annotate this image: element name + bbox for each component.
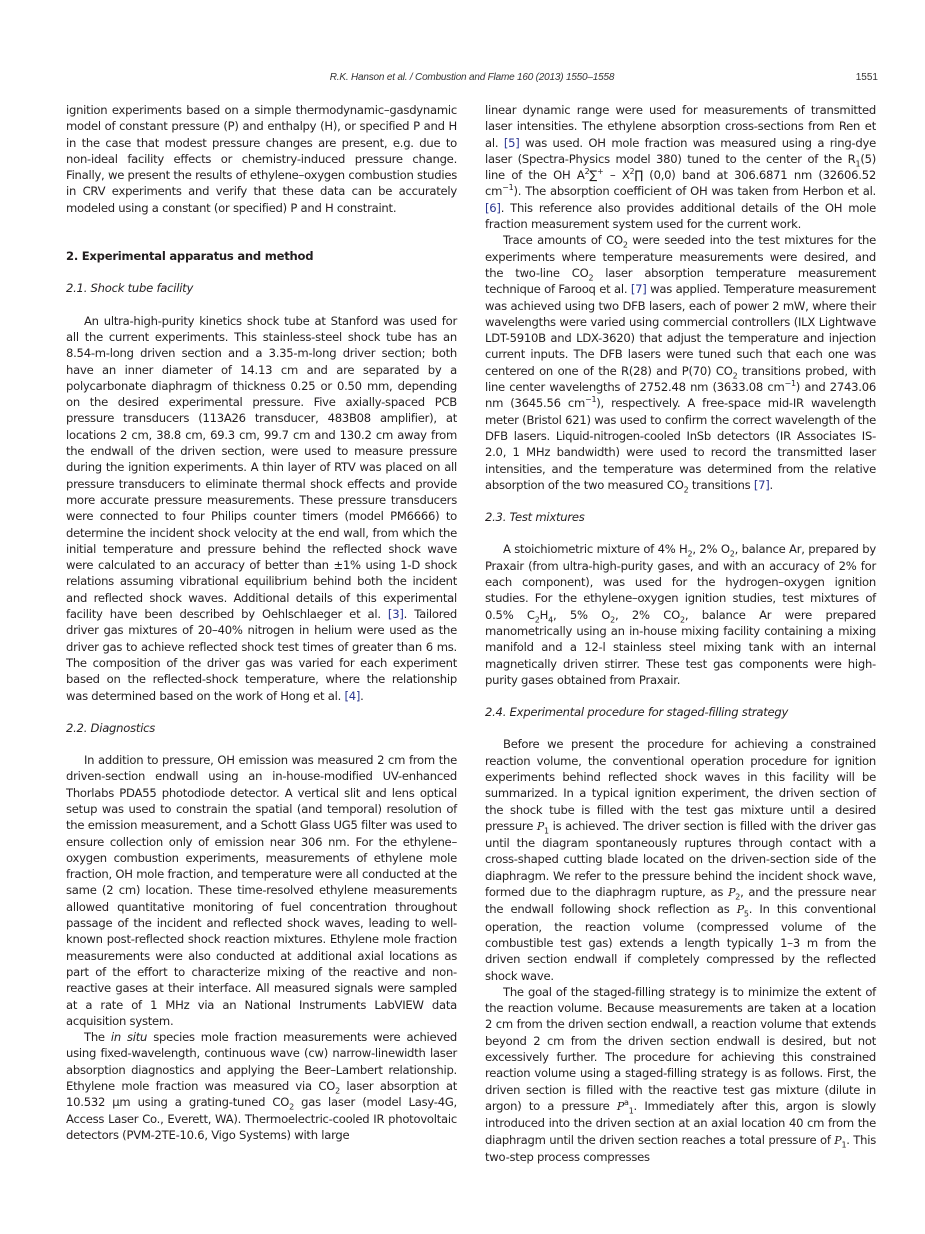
subscript: 4 [548, 614, 553, 624]
text-run: A stoichiometric mixture of 4% H [503, 542, 688, 557]
superscript: −1 [584, 395, 597, 405]
superscript: 2 [629, 167, 635, 177]
text-run: The goal of the staged-filling strategy is to minimize the extent of the reaction volume. Because measurements are taken at a location 2 cm from the driven section endwall, a reaction volume that extends beyond 2 cm from the driven section endwall is desired, but not excessively further. The procedure for achieving this constrained reaction volume using a staged-filling strategy is as follows. First, the driven section is filled with the reactive test gas mixture (dilute in argon) to a pressure [485, 984, 876, 1113]
running-header [66, 72, 878, 86]
symbol-p: P [536, 819, 544, 833]
text-run: H [539, 607, 549, 622]
text-run: The [84, 1030, 111, 1045]
subscript: 2 [735, 892, 741, 902]
subscript: 2 [610, 614, 615, 624]
text-run: ∏ (0,0) band at 306.6871 nm (32606.52 cm [485, 168, 876, 199]
temperature-paragraph [485, 232, 876, 493]
superscript: −1 [784, 379, 796, 389]
text-run: were seeded into the test mixtures for the experiments where temperature measurements were desired, and the two-line CO [485, 233, 876, 280]
text-run: laser absorption temperature measurement technique of Farooq et al. [485, 265, 877, 297]
text-run: , and the pressure near the endwall following shock reflection as [485, 885, 876, 917]
text-run: was applied. Temperature measurement was achieved using two DFB lasers, each of power 2 mW, where their wavelengths were varied using commercial controllers (ILX Lightwave LDT-5910B and LDX-3620) that adjust the temperature and injection current inputs. The DFB lasers were tuned such that each one was centered on one of the R(28) and P(70) CO [485, 282, 876, 378]
text-run: ) and 2743.06 nm (3645.56 cm [485, 380, 876, 411]
citation-link-7[interactable]: [7] [630, 282, 647, 297]
text-run: ). The absorption coefficient of OH was taken from Herbon et al. [513, 184, 876, 199]
text-run: ), respectively. A free-space mid-IR wavelength meter (Bristol 621) was used to confirm the correct wavelength of the DFB lasers. Liquid-nitrogen-cooled InSb detectors (IR Associates IS-2.0, 1 MHz bandwidth) were used to record the transmitted laser intensities, and the temperature was determined from the relative absorption of the two measured CO [485, 396, 876, 492]
text-run: , 2% O [692, 542, 730, 557]
shock-tube-paragraph [66, 313, 457, 704]
procedure-paragraph-2 [485, 984, 876, 1165]
subsection-2-1-heading: 2.1. Shock tube facility [66, 281, 194, 296]
text-run: (5) line of the OH A [485, 151, 876, 183]
text-run: , 2% CO [614, 607, 680, 622]
text-run: Trace amounts of CO [503, 233, 623, 248]
text-run: . [360, 688, 364, 703]
citation-link-6[interactable]: [6] [485, 200, 501, 215]
diagnostics-paragraph-1: In addition to pressure, OH emission was measured 2 cm from the driven-section endwall using an in-house-modified UV-enhanced Thorlabs PDA55 photodiode detector. A vertical slit and lens optical setup was used to constrain the spatial (and temporal) resolution of the emission measurement, and a Schott Glass UG5 filter was used to ensure collection only of emission near 306 nm. For the ethylene–oxygen combustion experiments, measurements of ethylene mole fraction, OH mole fraction, and temperature were all conducted at the same (2 cm) location. These time-resolved ethylene measurements allowed quantitative monitoring of fuel concentration throughout passage of the incident and reflected shock waves, leading to well-known post-reflected shock reaction mixtures. Ethylene mole fraction measurements were also conducted at additional axial locations as part of the effort to characterize mixing of the reactive and non-reactive gases at their interface. All measured signals were sampled at a rate of 1 MHz via an National Instruments LabVIEW data acquisition system. [66, 753, 457, 1028]
subscript: 1 [841, 1139, 847, 1149]
subscript: 2 [683, 485, 689, 495]
subscript: 2 [687, 549, 693, 559]
subsection-2-2-heading: 2.2. Diagnostics [66, 720, 156, 735]
text-run: . Tailored driver gas mixtures of 20–40% nitrogen in helium were used as the driver gas to achieve reflected shock test times of greater than 6 ms. The composition of the driver gas was varied for each experiment based on the reflected-shock temperature, where the relationship was determined based on the work of Hong et al. [66, 607, 457, 703]
text-run: . This reference also provides additional details of the OH mole fraction measurement system used for the current work. [485, 200, 876, 232]
procedure-paragraph-1 [485, 736, 876, 983]
symbol-p: P [616, 1099, 625, 1113]
text-run: gas laser (model Lasy-4G, Access Laser Co., Everett, WA). Thermoelectric-cooled IR photovoltaic detectors (PVM-2TE-10.6, Vigo Systems) with large [66, 1095, 457, 1142]
left-column [66, 102, 457, 1143]
text-run: , balance Ar, prepared by Praxair (from ultra-high-purity gases, and with an accuracy of 2% for each component), was used for the hydrogen–oxygen ignition studies. For the ethylene–oxygen ignition studies, test mixtures of 0.5% C [485, 542, 876, 622]
superscript: a [624, 1098, 629, 1108]
superscript: −1 [502, 183, 514, 193]
right-column [485, 102, 876, 1165]
text-run: , 5% O [552, 607, 611, 622]
superscript: 2 [584, 167, 590, 177]
section-2-heading: 2. Experimental apparatus and method [66, 249, 314, 264]
text-run: An ultra-high-purity kinetics shock tube at Stanford was used for all the current experiments. This stainless-steel shock tube has an 8.54-m-long driven section and a 3.35-m-long driver section; both have an inner diameter of 14.13 cm and are separated by a polycarbonate diaphragm of thickness 0.25 or 0.50 mm, depending on the desired experimental pressure. Five axially-spaced PCB pressure transducers (113A26 transducer, 483B08 amplifier), at locations 2 cm, 38.8 cm, 69.3 cm, 99.7 cm and 130.2 cm away from the endwall of the driven section, were used to measure pressure during the ignition experiments. A thin layer of RTV was placed on all pressure transducers to eliminate thermal shock effects and provide more accurate pressure measurements. These pressure transducers were connected to four Philips counter timers (model PM6666) to determine the incident shock velocity at the end wall, from which the initial temperature and pressure behind the reflected shock wave were calculated to an accuracy of better than ±1% using 1-D shock relations assuming vibrational equilibrium behind both the incident and reflected shock waves. Additional details of this experimental facility have been described by Oehlschlaeger et al. [66, 313, 457, 622]
text-run: transitions probed, with line center wavelengths of 2752.48 nm (3633.08 cm [485, 363, 876, 395]
intro-paragraph-end: ignition experiments based on a simple thermodynamic–gasdynamic model of constant pressure (P) and enthalpy (H), or specified P and H in the case that modest pressure changes are present, e.g. due to non-ideal facility effects or chemistry-induced pressure change. Finally, we present the results of ethylene–oxygen combustion studies in CRV experiments and verify that these data can be accurately modeled using a constant (or specified) P and H constraint. [66, 103, 457, 215]
subscript: 2 [335, 1086, 340, 1096]
subscript: 2 [679, 614, 685, 624]
text-run: linear dynamic range were used for measurements of transmitted laser intensities. The ethylene absorption cross-sections from Ren et al. [485, 103, 876, 150]
text-run: transitions [688, 477, 754, 492]
diagnostics-continued-paragraph [485, 102, 876, 232]
text-run: . Immediately after this, argon is slowly introduced into the driven section at an axial location 40 cm from the diaphragm until the driven section reaches a total pressure of [485, 1098, 876, 1147]
text-run: Before we present the procedure for achieving a constrained reaction volume, the conventional operation procedure for ignition experiments behind reflected shock waves in this facility will be summarized. In a typical ignition experiment, the driven section of the shock tube is filled with the test gas mixture until a desired pressure [485, 737, 876, 833]
subscript: 1 [855, 159, 861, 169]
subscript: 2 [732, 371, 738, 381]
text-run: ∑ [589, 168, 597, 183]
subsection-2-4-heading: 2.4. Experimental procedure for staged-filling strategy [485, 705, 789, 720]
subscript: 2 [622, 240, 628, 250]
subscript: 1 [544, 826, 549, 836]
citation-link-3[interactable]: [3] [387, 607, 404, 622]
text-run: – X [603, 168, 630, 183]
subscript: 1 [628, 1106, 634, 1116]
test-mixtures-paragraph [485, 541, 876, 688]
subsection-2-3-heading: 2.3. Test mixtures [485, 510, 585, 525]
symbol-p: P [834, 1133, 842, 1147]
superscript: + [596, 167, 604, 177]
citation-link-7b[interactable]: [7] [753, 477, 770, 492]
symbol-p: P [728, 886, 736, 900]
text-run: was used. OH mole fraction was measured using a ring-dye laser (Spectra-Physics model 380) tuned to the center of the R [485, 135, 876, 166]
text-run: species mole fraction measurements were achieved using fixed-wavelength, continuous wave (cw) narrow-linewidth laser absorption diagnostics and applying the Beer–Lambert relationship. Ethylene mole fraction was measured via CO [66, 1030, 457, 1094]
journal-citation: R.K. Hanson et al. / Combustion and Flame 160 (2013) 1550–1558 [329, 72, 615, 83]
in-situ-italic: in situ [110, 1030, 148, 1045]
subscript: 2 [289, 1102, 294, 1112]
subscript: 5 [743, 909, 749, 919]
text-run: . [769, 477, 773, 492]
page-number: 1551 [855, 72, 878, 83]
subscript: 2 [729, 549, 735, 559]
text-run: . This two-step process compresses [485, 1132, 877, 1164]
diagnostics-paragraph-2 [66, 1029, 457, 1143]
citation-link-4[interactable]: [4] [344, 688, 361, 703]
subscript: 2 [588, 273, 594, 283]
text-run: is achieved. The driver section is filled with the driver gas until the diagram spontaneously ruptures through contact with a cross-shaped cutting blade located on the driven-section side of the diaphragm. We refer to the pressure behind the incident shock wave, formed due to the diaphragm rupture, as [485, 818, 877, 900]
text-run: , balance Ar were prepared manometrically using an in-house mixing facility containing a mixing manifold and a 12-l stainless steel mixing tank with an internal magnetically driven stirrer. These test gas components were high-purity gases obtained from Praxair. [485, 607, 876, 687]
citation-link-5[interactable]: [5] [503, 135, 520, 150]
text-run: laser absorption at 10.532 μm using a grating-tuned CO [66, 1079, 458, 1110]
subscript: 2 [534, 614, 540, 624]
symbol-p: P [736, 903, 744, 917]
text-run: . In this conventional operation, the reaction volume (compressed volume of the combustible test gas) extends a length typically 1–3 m from the driven section endwall if completely compressed by the reflected shock wave. [485, 902, 876, 983]
